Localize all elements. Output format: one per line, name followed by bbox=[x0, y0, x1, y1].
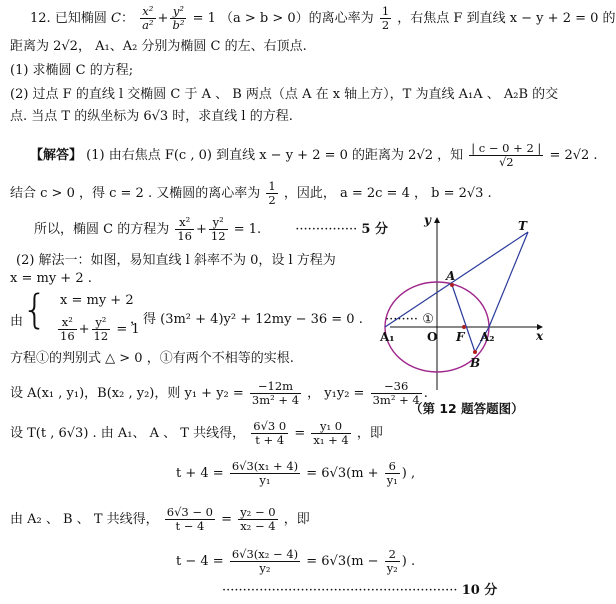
ellipse-name: C bbox=[110, 11, 121, 26]
score-10: 10 分 bbox=[461, 583, 498, 598]
label-A: A bbox=[446, 269, 456, 283]
problem-line-2: 距离为 2√2， A₁、A₂ 分别为椭圆 C 的左、右顶点. bbox=[10, 39, 307, 54]
eq-frac-y: $\frac{\text{y²}}{\text{b²}}$ bbox=[172, 4, 185, 32]
score-dots-1: ··············· bbox=[295, 222, 358, 237]
after-ecc: ，右焦点 F 到直线 x − y + 2 = 0 的 bbox=[397, 11, 616, 26]
figure-caption: （第 12 题答题图） bbox=[410, 401, 524, 416]
line-A2-T bbox=[489, 232, 528, 327]
label-A1: A₁ bbox=[380, 330, 395, 344]
vieta-line: 设 A(x₁ , y₁)，B(x₂ , y₂)，则 y₁ + y₂ = $\frac{-12m}{\text{3m² + 4}}$ ， y₁y₂ = $\frac{-36}{\text{3m² + 4}}$ . bbox=[10, 379, 428, 407]
label-y: y bbox=[424, 213, 431, 227]
line-A1-T bbox=[385, 232, 528, 327]
label-T: T bbox=[518, 219, 527, 233]
system-label: 由 bbox=[10, 314, 24, 329]
discriminant-line: 方程①的判别式 △ > 0 ，①有两个不相等的实根. bbox=[10, 351, 294, 366]
label-O: O bbox=[427, 330, 438, 344]
ecc-frac-2: $\frac{1}{2}$ bbox=[268, 179, 276, 207]
ellipse-figure bbox=[380, 210, 550, 395]
eq-frac-x: $\frac{\text{x²}}{\text{a²}}$ bbox=[142, 4, 154, 32]
distance-frac: $\frac{| c - 0 + 2 |}{√2}$ bbox=[471, 141, 542, 169]
point-F bbox=[462, 325, 466, 329]
score-5: 5 分 bbox=[361, 222, 388, 237]
system-result: ，得 (3m² + 4)y² + 12my − 36 = 0 . ········ ① bbox=[130, 312, 434, 327]
question-2-line-1: (2) 过点 F 的直线 l 交椭圆 C 于 A 、 B 两点（点 A 在 x 轴上方），T 为直线 A₁A 、 A₂B 的交 bbox=[10, 87, 559, 102]
point-B bbox=[473, 350, 477, 354]
collinear-2-line: 由 A₂ 、 B 、 T 共线得， $\frac{6√3 - 0}{t - 4}$ = $\frac{\text{y₂ − 0}}{\text{x₂ − 4}}$ ，即 bbox=[10, 505, 310, 533]
label-B: B bbox=[470, 356, 481, 370]
label-x: x bbox=[536, 329, 544, 343]
problem-line-1: 12. 已知椭圆 C： $\frac{\text{x²}}{\text{a²}}$ + $\frac{\text{y²}}{\text{b²}}$ = 1 （a > b > 0）的离心率为 $\frac{1}{2}$ ，右焦点 F 到直线 x − y + 2 = 0 的 bbox=[30, 4, 616, 32]
label-A2: A₂ bbox=[480, 330, 495, 344]
problem-number: 12. bbox=[30, 11, 51, 26]
label-F: F bbox=[456, 330, 465, 344]
question-2-line-2: 点. 当点 T 的纵坐标为 6√3 时，求直线 l 的方程. bbox=[10, 109, 293, 124]
t-plus-4-line: t + 4 = $\frac{\text{6√3(x₁ + 4)}}{\text{y₁}}$ = 6√3(m + $\frac{6}{\text{y₁}}$ ) , bbox=[176, 459, 416, 487]
collinear-1-line: 设 T(t , 6√3) . 由 A₁、 A 、 T 共线得， $\frac{6√3 0}{t + 4}$ = $\frac{\text{y₁ 0}}{\text{x₁ + 4}}$ ，即 bbox=[10, 419, 383, 447]
ecc-frac: $\frac{1}{2}$ bbox=[381, 4, 390, 32]
final-score-line: ························································· 10 分 bbox=[222, 583, 498, 598]
system-eq-1: x = my + 2 bbox=[60, 293, 134, 308]
question-1: (1) 求椭圆 C 的方程; bbox=[10, 63, 134, 78]
eq-rest: = 1 （a > b > 0）的离心率为 bbox=[192, 11, 374, 26]
t-minus-4-line: t − 4 = $\frac{\text{6√3(x₂ − 4)}}{\text{y₂}}$ = 6√3(m − $\frac{2}{\text{y₂}}$ ) . bbox=[176, 547, 416, 575]
solution-line-3: 所以，椭圆 C 的方程为 $\frac{\text{x²}}{16}$ + $\frac{\text{y²}}{12}$ = 1. ··············· 5 分 bbox=[34, 215, 388, 243]
system-brace: { bbox=[22, 287, 48, 333]
problem-intro: 已知椭圆 bbox=[54, 11, 107, 26]
solution-tag: 【解答】 bbox=[30, 148, 83, 163]
method-line-2: x = my + 2 . bbox=[10, 271, 92, 286]
system-eq-2: $\frac{\text{x²}}{16}$ + $\frac{\text{y²}}{12}$ = 1 bbox=[60, 315, 140, 343]
solution-line-2: 结合 c > 0 ，得 c = 2 . 又椭圆的离心率为 $\frac{1}{2}$ ，因此， a = 2c = 4 ， b = 2√3 . bbox=[10, 179, 492, 207]
solution-line-1: 【解答】 (1) 由右焦点 F(c , 0) 到直线 x − y + 2 = 0 的距离为 2√2 ，知 $\frac{| c - 0 + 2 |}{√2}$ = 2√2 . bbox=[30, 141, 598, 169]
method-line-1: (2) 解法一：如图，易知直线 l 斜率不为 0，设 l 方程为 bbox=[16, 253, 336, 268]
point-A bbox=[450, 283, 454, 287]
